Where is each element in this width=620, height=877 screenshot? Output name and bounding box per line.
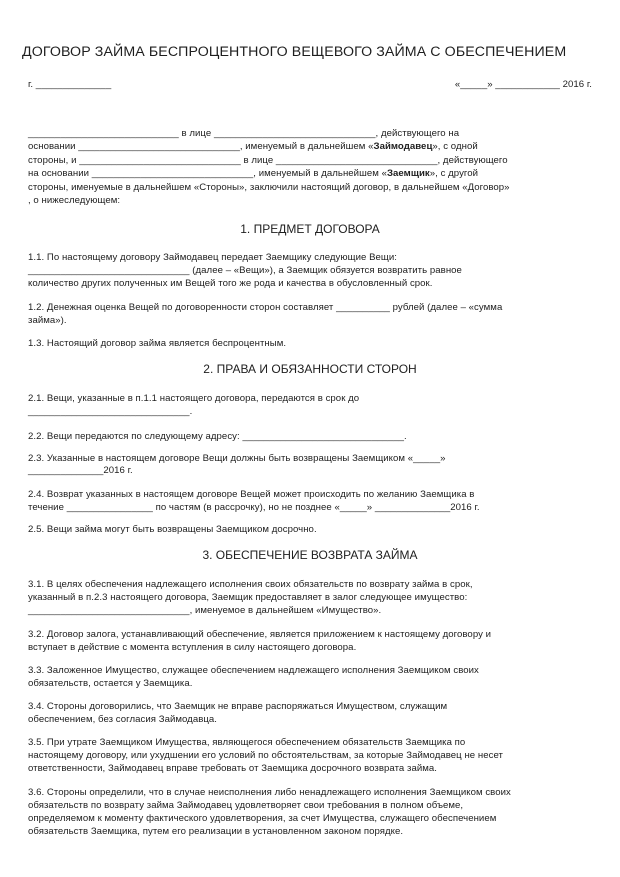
- paragraph-line: ответственности, Займодавец вправе требовать от Заемщика досрочного возврата займа.: [28, 763, 437, 774]
- section-heading: 2. ПРАВА И ОБЯЗАННОСТИ СТОРОН: [203, 362, 417, 376]
- lender-term: Займодавец: [373, 141, 433, 152]
- section-heading: 3. ОБЕСПЕЧЕНИЕ ВОЗВРАТА ЗАЙМА: [202, 548, 418, 562]
- paragraph-line: 2.2. Вещи передаются по следующему адресу: ______________________________.: [28, 431, 407, 442]
- paragraph-line: определяемом к моменту фактического удовлетворения, за счет Имущества, служащего обеспечением: [28, 813, 497, 824]
- preamble-text: », с одной: [432, 141, 478, 152]
- section-heading: 1. ПРЕДМЕТ ДОГОВОРА: [240, 222, 380, 236]
- paragraph-line: 1.3. Настоящий договор займа является беспроцентным.: [28, 338, 287, 349]
- paragraph-line: 3.1. В целях обеспечения надлежащего исполнения своих обязательств по возврату займа в срок,: [28, 579, 473, 590]
- preamble-line: [28, 168, 478, 180]
- paragraph-line: 3.6. Стороны определили, что в случае неисполнения либо ненадлежащего исполнения Заемщиком своих: [28, 787, 511, 798]
- paragraph-line: 2.3. Указанные в настоящем договоре Вещи должны быть возвращены Заемщиком «_____»: [28, 453, 446, 464]
- paragraph-line: 3.4. Стороны договорились, что Заемщик не вправе распоряжаться Имуществом, служащим: [28, 701, 448, 712]
- preamble-line: , о нижеследующем:: [28, 195, 121, 206]
- document-title: ДОГОВОР ЗАЙМА БЕСПРОЦЕНТНОГО ВЕЩЕВОГО ЗАЙМА С ОБЕСПЕЧЕНИЕМ: [22, 44, 567, 60]
- paragraph-line: 2.5. Вещи займа могут быть возвращены Заемщиком досрочно.: [28, 524, 317, 535]
- paragraph-line: 1.2. Денежная оценка Вещей по договоренности сторон составляет __________ рублей (далее – «сумма: [28, 302, 503, 313]
- borrower-term: Заемщик: [386, 168, 430, 179]
- preamble-line: стороны, именуемые в дальнейшем «Стороны», заключили настоящий договор, в дальнейшем «Договор»: [28, 182, 510, 193]
- paragraph-line: 1.1. По настоящему договору Займодавец передает Заемщику следующие Вещи:: [28, 252, 397, 263]
- paragraph-line: 3.5. При утрате Заемщиком Имущества, являющегося обеспечением обязательств Заемщика по: [28, 737, 466, 748]
- paragraph-line: настоящему договору, или ухудшении его условий по обстоятельствам, за которые Займодавец не несет: [28, 750, 503, 761]
- paragraph-line: ______________________________.: [28, 406, 193, 417]
- preamble-line: [28, 141, 478, 153]
- preamble-text: на основании ______________________________, именуемый в дальнейшем «: [28, 168, 387, 179]
- paragraph-line: 3.3. Заложенное Имущество, служащее обеспечением надлежащего исполнения Заемщиком своих: [28, 665, 479, 676]
- paragraph-line: ______________________________ (далее – «Вещи»), а Заемщик обязуется возвратить равное: [28, 265, 462, 276]
- paragraph-line: количество других полученных им Вещей того же рода и качества в обусловленный срок.: [28, 278, 433, 289]
- paragraph-line: 3.2. Договор залога, устанавливающий обеспечение, является приложением к настоящему договору и: [28, 629, 492, 640]
- preamble-line: стороны, и ______________________________ в лице ______________________________, действующего: [28, 155, 508, 166]
- paragraph-line: обеспечением, без согласия Займодавца.: [28, 714, 218, 725]
- paragraph-line: 2.1. Вещи, указанные в п.1.1 настоящего договора, передаются в срок до: [28, 393, 360, 404]
- paragraph-line: ______________________________, именуемое в дальнейшем «Имущество».: [28, 605, 382, 616]
- paragraph-line: обязательств, остается у Заемщика.: [28, 678, 193, 689]
- preamble-line: ____________________________ в лице ______________________________, действующего на: [28, 128, 460, 139]
- paragraph-line: займа»).: [28, 315, 67, 326]
- preamble-text: », с другой: [429, 168, 479, 179]
- paragraph-line: обязательств Заемщика, путем его реализации в установленном законом порядке.: [28, 826, 404, 837]
- paragraph-line: обязательств по возврату займа Займодавец удовлетворяет свои требования в полном объеме,: [28, 800, 464, 811]
- city-field: г. ______________: [28, 79, 112, 90]
- paragraph-line: 2.4. Возврат указанных в настоящем договоре Вещей может происходить по желанию Заемщика в: [28, 489, 475, 500]
- preamble-text: основании ______________________________, именуемый в дальнейшем «: [28, 141, 374, 152]
- paragraph-line: вступает в действие с момента вступления в силу настоящего договора.: [28, 642, 357, 653]
- paragraph-line: ______________2016 г.: [28, 465, 133, 476]
- paragraph-line: указанный в п.2.3 настоящего договора, Заемщик предоставляет в залог следующее имущество:: [28, 592, 468, 603]
- paragraph-line: течение ________________ по частям (в рассрочку), но не позднее «_____» ______________2016 г.: [28, 502, 480, 513]
- date-field: «_____» ____________ 2016 г.: [454, 79, 592, 90]
